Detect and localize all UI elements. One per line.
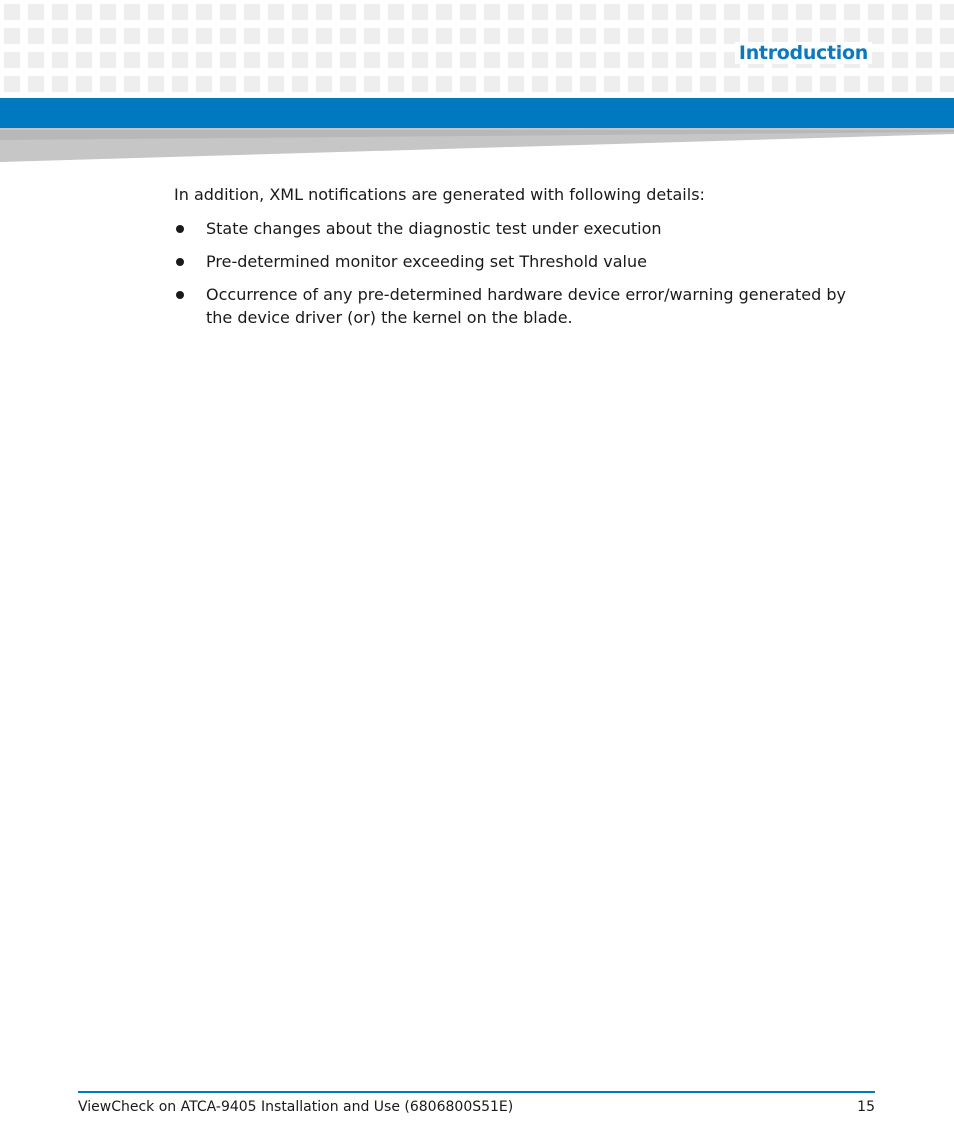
list-item bbox=[174, 283, 854, 329]
bullet-icon bbox=[176, 258, 184, 266]
bullet-list bbox=[174, 217, 854, 329]
list-item bbox=[174, 250, 854, 273]
list-item bbox=[174, 217, 854, 240]
intro-paragraph: In addition, XML notifications are generated with following details: bbox=[174, 185, 705, 204]
page-number: 15 bbox=[857, 1099, 875, 1115]
list-item-text: State changes about the diagnostic test under execution bbox=[206, 219, 662, 238]
bullet-icon bbox=[176, 291, 184, 299]
bullet-icon bbox=[176, 225, 184, 233]
list-item-text: Pre-determined monitor exceeding set Threshold value bbox=[206, 252, 647, 271]
main-content bbox=[174, 183, 854, 339]
chapter-title: Introduction bbox=[735, 42, 872, 64]
footer-divider bbox=[78, 1091, 875, 1093]
header-blue-band bbox=[0, 98, 954, 128]
header-gray-wedge bbox=[0, 128, 954, 164]
footer-document-title: ViewCheck on ATCA-9405 Installation and Use (6806800S51E) bbox=[78, 1099, 514, 1115]
list-item-text: Occurrence of any pre-determined hardware device error/warning generated by the device driver (or) the kernel on the blade. bbox=[206, 285, 846, 327]
